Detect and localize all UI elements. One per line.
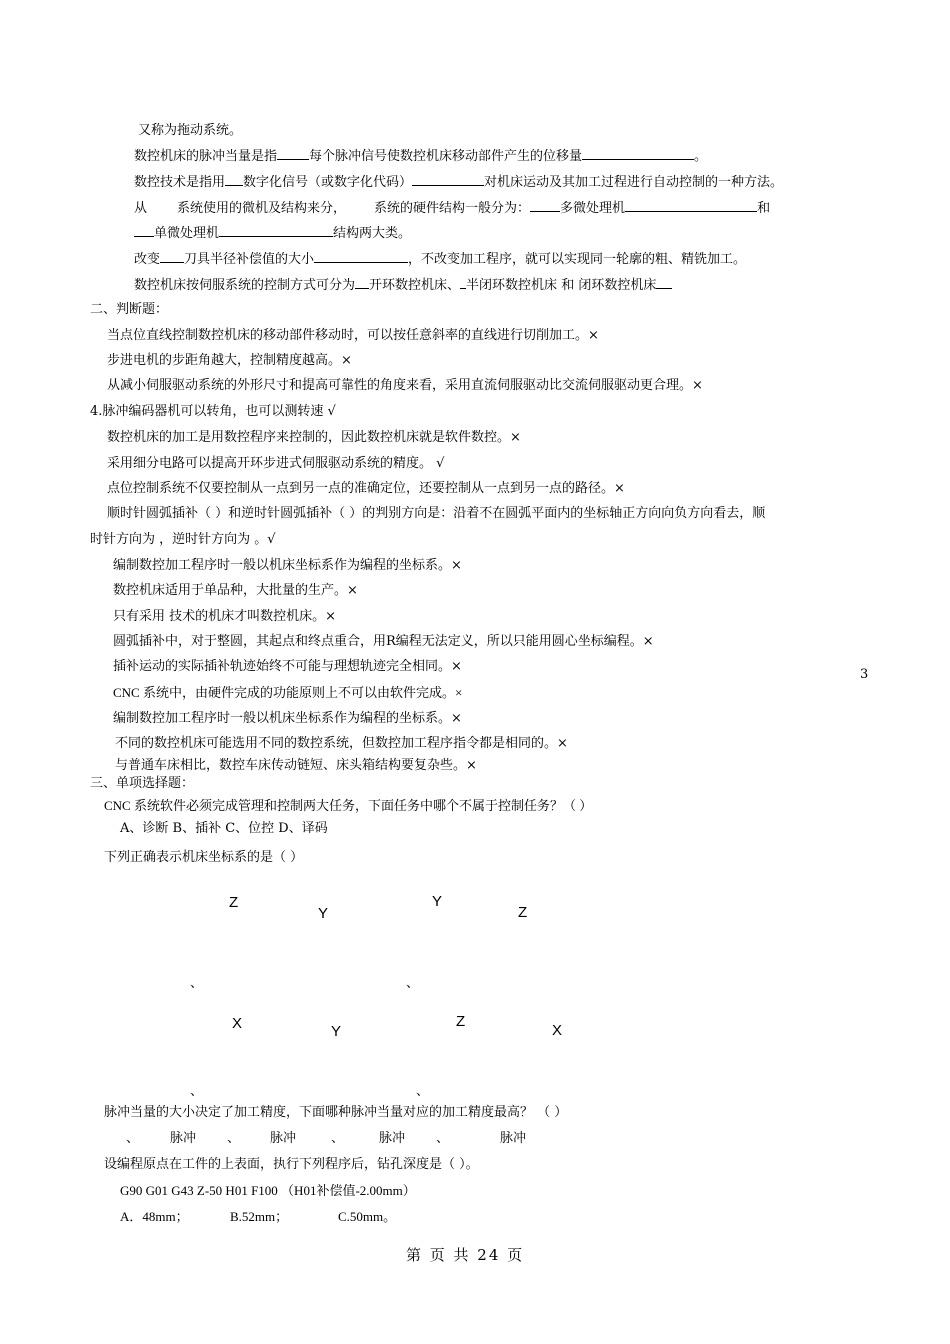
- option-text: C.50mm。: [338, 1209, 397, 1224]
- fill-line-3: 数控技术是指用 数字化信号（或数字化代码） 对机床运动及其加工过程进行自动控制的一种方法。: [134, 175, 784, 190]
- section-heading-choice: 三、单项选择题：: [90, 776, 195, 791]
- option-mark: 、: [416, 1084, 430, 1099]
- fill-line-2: 数控机床的脉冲当量是指 每个脉冲信号使数控机床移动部件产生的位移量 。: [134, 149, 708, 164]
- judgment-item: 4.脉冲编码器机可以转角，也可以测转速 √: [90, 404, 336, 419]
- judgment-item: 步进电机的步距角越大，控制精度越高。×: [107, 353, 352, 368]
- judgment-item: 圆弧插补中，对于整圆，其起点和终点重合，用R编程无法定义，所以只能用圆心坐标编程。×: [113, 634, 654, 649]
- judgment-item: 顺时针圆弧插补（ ）和逆时针圆弧插补（ ）的判别方向是：沿着不在圆弧平面内的坐标轴正方向向负方向看去，顺: [107, 506, 766, 521]
- option-text: B.52mm；: [230, 1209, 289, 1224]
- judgment-item: 数控机床适用于单品种，大批量的生产。×: [113, 583, 358, 598]
- option-text: 脉冲: [270, 1131, 297, 1146]
- option-mark: 、: [436, 1131, 450, 1146]
- judgment-item: 与普通车床相比，数控车床传动链短、床头箱结构要复杂些。×: [115, 758, 477, 773]
- page-footer: 第 页 共 24 页: [406, 1246, 525, 1264]
- section-heading-judgment: 二、判断题：: [90, 302, 169, 317]
- judgment-item: 只有采用 技术的机床才叫数控机床。×: [113, 609, 337, 624]
- judgment-item: CNC 系统中，由硬件完成的功能原则上不可以由软件完成。×: [113, 685, 463, 700]
- fill-line-1: 又称为拖动系统。: [138, 123, 243, 138]
- option-mark: 、: [190, 976, 204, 991]
- fill-line-4: 从 系统使用的微机及结构来分， 系统的硬件结构一般分为： 多微处理机 和: [134, 201, 771, 216]
- judgment-item-continuation: 时针方向为 ，逆时针方向为 。√: [90, 532, 276, 547]
- option-mark: 、: [227, 1131, 241, 1146]
- judgment-item: 当点位直线控制数控机床的移动部件移动时，可以按任意斜率的直线进行切削加工。×: [107, 328, 599, 343]
- choice-options: A、诊断 B、插补 C、位控 D、译码: [120, 821, 328, 836]
- axis-label: Z: [456, 1013, 466, 1030]
- judgment-item: 编制数控加工程序时一般以机床坐标系作为编程的坐标系。×: [113, 711, 462, 726]
- axis-label: Y: [318, 905, 329, 922]
- fill-line-6: 改变 刀具半径补偿值的大小 ，不改变加工程序，就可以实现同一轮廓的粗、精铣加工。: [134, 252, 747, 267]
- judgment-item: 采用细分电路可以提高开环步进式伺服驱动系统的精度。 √: [107, 456, 445, 471]
- fill-line-5: 单微处理机 结构两大类。: [134, 224, 411, 243]
- option-mark: 、: [406, 976, 420, 991]
- option-text: 脉冲: [500, 1131, 527, 1146]
- axis-label: X: [232, 1015, 243, 1032]
- judgment-item: 插补运动的实际插补轨迹始终不可能与理想轨迹完全相同。×: [113, 659, 462, 674]
- axis-label: Y: [331, 1023, 342, 1040]
- choice-question: 脉冲当量的大小决定了加工精度，下面哪种脉冲当量对应的加工精度最高？ （ ）: [104, 1105, 568, 1120]
- axis-label: Z: [229, 894, 239, 911]
- choice-question: CNC 系统软件必须完成管理和控制两大任务，下面任务中哪个不属于控制任务？（ ）: [104, 798, 593, 813]
- option-mark: 、: [126, 1131, 140, 1146]
- option-text: 脉冲: [170, 1131, 197, 1146]
- option-mark: 、: [190, 1084, 204, 1099]
- margin-page-number: 3: [860, 667, 869, 682]
- judgment-item: 点位控制系统不仅要控制从一点到另一点的准确定位，还要控制从一点到另一点的路径。×: [107, 481, 625, 496]
- option-mark: 、: [331, 1131, 345, 1146]
- axis-label: X: [552, 1022, 563, 1039]
- fill-line-7: 数控机床按伺服系统的控制方式可分为 开环数控机床、 半闭环数控机床 和 闭环数控机床: [134, 276, 672, 295]
- choice-question: 设编程原点在工件的上表面，执行下列程序后，钻孔深度是（ ）。: [104, 1157, 479, 1172]
- axis-label: Z: [518, 904, 528, 921]
- judgment-item: 编制数控加工程序时一般以机床坐标系作为编程的坐标系。×: [113, 558, 462, 573]
- option-text: A．48mm；: [120, 1209, 189, 1224]
- judgment-item: 不同的数控机床可能选用不同的数控系统，但数控加工程序指令都是相同的。×: [115, 736, 568, 751]
- choice-question: 下列正确表示机床坐标系的是（ ）: [104, 850, 304, 865]
- option-text: 脉冲: [379, 1131, 406, 1146]
- judgment-item: 数控机床的加工是用数控程序来控制的，因此数控机床就是软件数控。×: [107, 430, 521, 445]
- program-code: G90 G01 G43 Z-50 H01 F100 （H01补偿值-2.00mm）: [120, 1183, 416, 1198]
- judgment-item: 从减小伺服驱动系统的外形尺寸和提高可靠性的角度来看，采用直流伺服驱动比交流伺服驱动更合理。×: [107, 378, 703, 393]
- axis-label: Y: [432, 893, 443, 910]
